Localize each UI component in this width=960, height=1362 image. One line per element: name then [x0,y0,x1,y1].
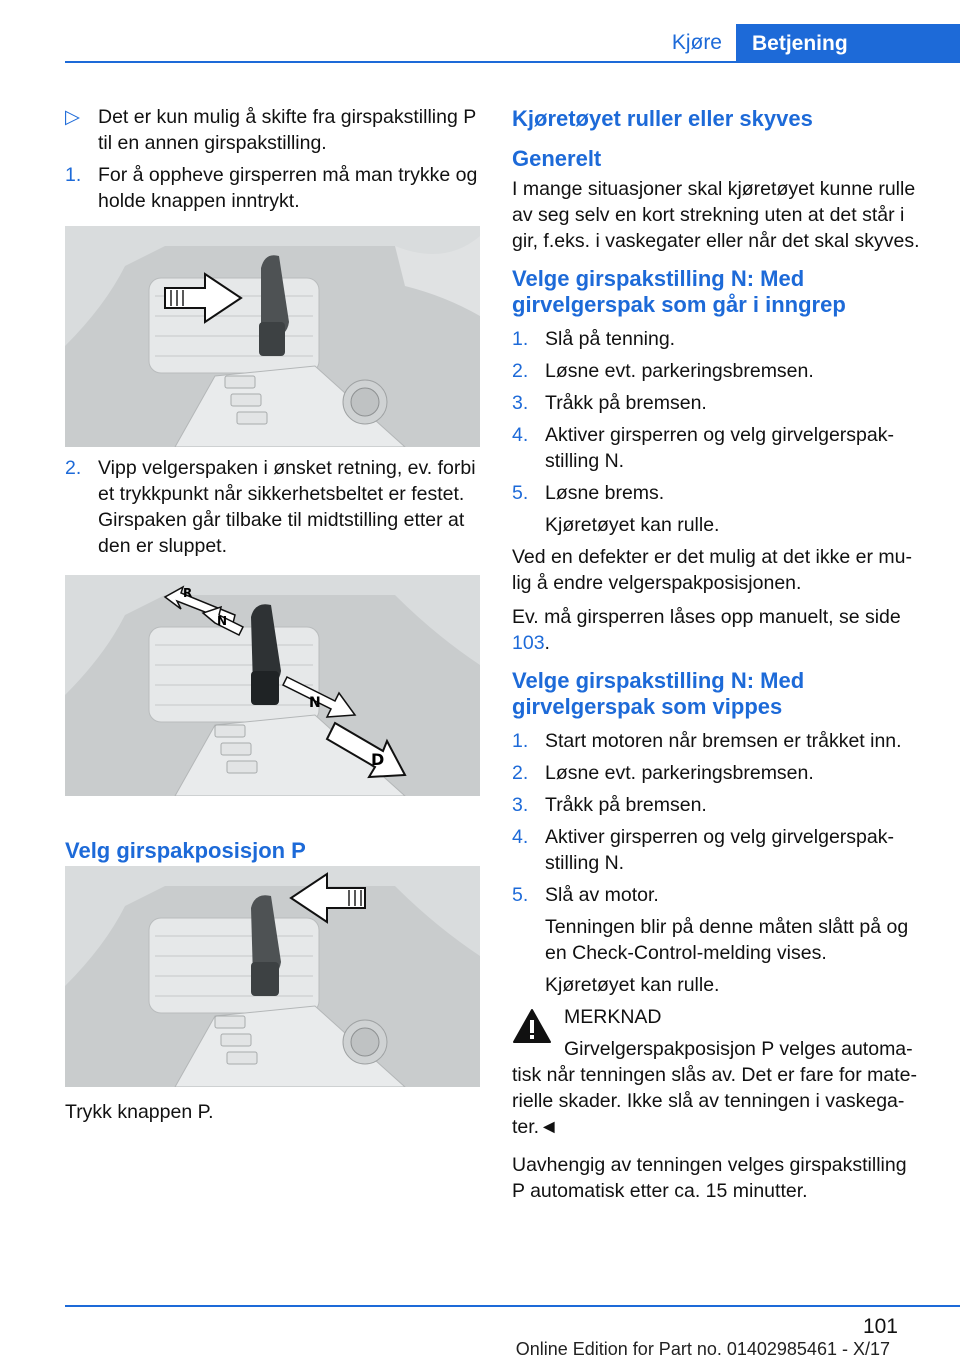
caption-press-p: Trykk knappen P. [65,1101,214,1123]
list-item-text: For å oppheve girsperren må man trykke og holde knappen inntrykt. [98,164,478,212]
step-number: 3. [512,794,529,816]
list-item-text: Slå på tenning. [545,328,676,350]
arrow-label-n-lower: N [309,695,321,711]
subheading-general: Generelt [512,146,602,171]
header-tab-betjening[interactable]: Betjening [736,24,960,63]
defect-paragraph: Ved en defekter er det mulig at det ikke er mu-lig å endre velgerspakposisjonen. [512,546,912,594]
manual-unlock-period: . [544,632,550,654]
list-item-text: Løsne evt. parkeringsbremsen. [545,360,814,382]
left-column-step2 [65,455,480,565]
step-number: 4. [512,826,529,848]
step-number: 2. [65,457,82,479]
step-number: 1. [512,328,529,350]
list-item-text: Tråkk på bremsen. [545,392,707,414]
header-tab-kjore[interactable]: Kjøre [671,31,722,54]
notice-box [512,1004,924,1140]
notice-text-rest: tisk når tenningen slås av. Det er fare for mate-rielle skader. Ikke slå av tenningen i vaskega-ter.◄ [512,1064,917,1138]
step-number: 5. [512,482,529,504]
step-note: Tenningen blir på denne måten slått på og en Check-Control-melding vises. [545,916,909,964]
right-column [512,104,924,1212]
list-item-text: Løsne brems. [545,482,665,504]
list-item-text: Start motoren når bremsen er tråkket inn. [545,730,902,752]
step-number: 2. [512,762,529,784]
edition-text: Online Edition for Part no. 01402985461 - X/17 [515,1339,890,1359]
arrow-label-n-upper: N [217,614,228,628]
arrow-label-r: R [183,586,193,600]
list-item-step [512,390,924,416]
subheading-engaging-lever: Velge girspakstilling N: Med girvelgerspak som går i inngrep [512,266,846,317]
list-item-text: Aktiver girsperren og velg girvelgerspak-stilling N. [545,424,894,472]
list-item-text: Slå av motor. [545,884,659,906]
list-item-step [512,480,924,506]
triangle-marker-icon: ▷ [65,106,80,128]
list-item-text: Løsne evt. parkeringsbremsen. [545,762,814,784]
page-reference-link[interactable]: 103 [512,632,545,654]
subheading-tipping-lever: Velge girspakstilling N: Med girvelgerspak som vippes [512,668,805,719]
step-number: 5. [512,884,529,906]
step-number: 1. [65,164,82,186]
list-item-step [512,824,924,876]
figure-gear-lever-directions [65,575,480,796]
warning-triangle-icon [512,1008,552,1044]
step-number: 2. [512,360,529,382]
footer-rule [65,1305,960,1307]
step-number: 3. [512,392,529,414]
notice-text-first: Girvelgerspakposisjon P velges automa- [564,1038,913,1060]
list-item-step [65,162,480,214]
step-number: 4. [512,424,529,446]
figure-gear-lever-p-button [65,866,480,1087]
left-column [65,104,480,220]
list-item-step [512,728,924,754]
general-paragraph: I mange situasjoner skal kjøretøyet kunne rulle av seg selv en kort strekning uten at det står i gir, f.eks. i vaskegater eller når det skal skyves. [512,178,920,252]
arrow-label-d: D [371,750,385,769]
heading-gear-position-p: Velg girspakposisjon P [65,838,306,863]
list-item-step [512,326,924,352]
list-item-step [512,882,924,908]
list-item-step [512,760,924,786]
list-item-step [512,792,924,818]
manual-unlock-paragraph [512,604,924,656]
header-rule [65,61,960,63]
list-item-text: Vipp velgerspaken i ønsket retning, ev. forbi et trykkpunkt når sikkerhetsbeltet er festet. Girspaken går tilbake til midtstilling etter at den er sluppet. [98,457,476,557]
notice-title: MERKNAD [564,1006,662,1028]
list-item-step [512,422,924,474]
page-number: 101 [862,1315,898,1338]
step-result: Kjøretøyet kan rulle. [545,514,720,536]
manual-unlock-text: Ev. må girsperren låses opp manuelt, se side [512,606,901,628]
final-paragraph: Uavhengig av tenningen velges girspakstilling P automatisk etter ca. 15 minutter. [512,1154,907,1202]
section-title: Kjøretøyet ruller eller skyves [512,106,813,131]
list-item-note [65,104,480,156]
figure-gear-lever-unlock [65,226,480,447]
list-item-step [65,455,480,559]
step-result: Kjøretøyet kan rulle. [545,974,720,996]
list-item-step [512,358,924,384]
list-item-text: Det er kun mulig å skifte fra girspakstilling P til en annen girspakstilling. [98,106,476,154]
list-item-text: Aktiver girsperren og velg girvelgerspak-stilling N. [545,826,894,874]
step-number: 1. [512,730,529,752]
list-item-text: Tråkk på bremsen. [545,794,707,816]
